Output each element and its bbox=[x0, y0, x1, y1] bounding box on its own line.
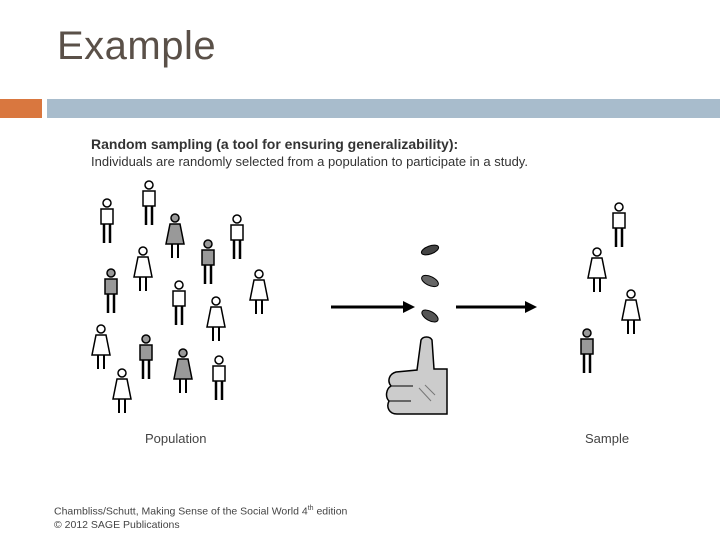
coin-icon bbox=[420, 243, 440, 257]
random-sampling-figure bbox=[85, 133, 645, 453]
sample-group bbox=[581, 203, 640, 373]
accent-bar-blue bbox=[47, 99, 720, 118]
citation bbox=[54, 502, 347, 532]
person-icon bbox=[613, 203, 625, 247]
person-icon bbox=[140, 335, 152, 379]
person-icon bbox=[174, 349, 192, 393]
person-icon bbox=[105, 269, 117, 313]
person-icon bbox=[143, 181, 155, 225]
population-group bbox=[92, 181, 268, 413]
arrow-icon bbox=[456, 301, 537, 313]
person-icon bbox=[207, 297, 225, 341]
person-icon bbox=[173, 281, 185, 325]
population-label: Population bbox=[145, 431, 207, 446]
person-icon bbox=[588, 248, 606, 292]
person-icon bbox=[202, 240, 214, 284]
figure-heading: Random sampling (a tool for ensuring generalizability): bbox=[91, 136, 459, 152]
person-icon bbox=[101, 199, 113, 243]
person-icon bbox=[213, 356, 225, 400]
citation-line-2: © 2012 SAGE Publications bbox=[54, 518, 180, 531]
person-icon bbox=[166, 214, 184, 258]
arrow-icon bbox=[331, 301, 415, 313]
sampling-illustration bbox=[85, 133, 645, 453]
hand-icon bbox=[387, 337, 447, 414]
person-icon bbox=[231, 215, 243, 259]
coin-icon bbox=[420, 273, 440, 289]
slide-title: Example bbox=[57, 24, 217, 68]
person-icon bbox=[250, 270, 268, 314]
coin-icon bbox=[420, 308, 440, 325]
accent-bar-orange bbox=[0, 99, 42, 118]
person-icon bbox=[113, 369, 131, 413]
person-icon bbox=[134, 247, 152, 291]
person-icon bbox=[92, 325, 110, 369]
person-icon bbox=[622, 290, 640, 334]
person-icon bbox=[581, 329, 593, 373]
citation-line-1: Chambliss/Schutt, Making Sense of the Social World 4th edition bbox=[54, 505, 348, 518]
sample-label: Sample bbox=[585, 431, 630, 446]
figure-subheading: Individuals are randomly selected from a population to participate in a study. bbox=[91, 154, 528, 169]
